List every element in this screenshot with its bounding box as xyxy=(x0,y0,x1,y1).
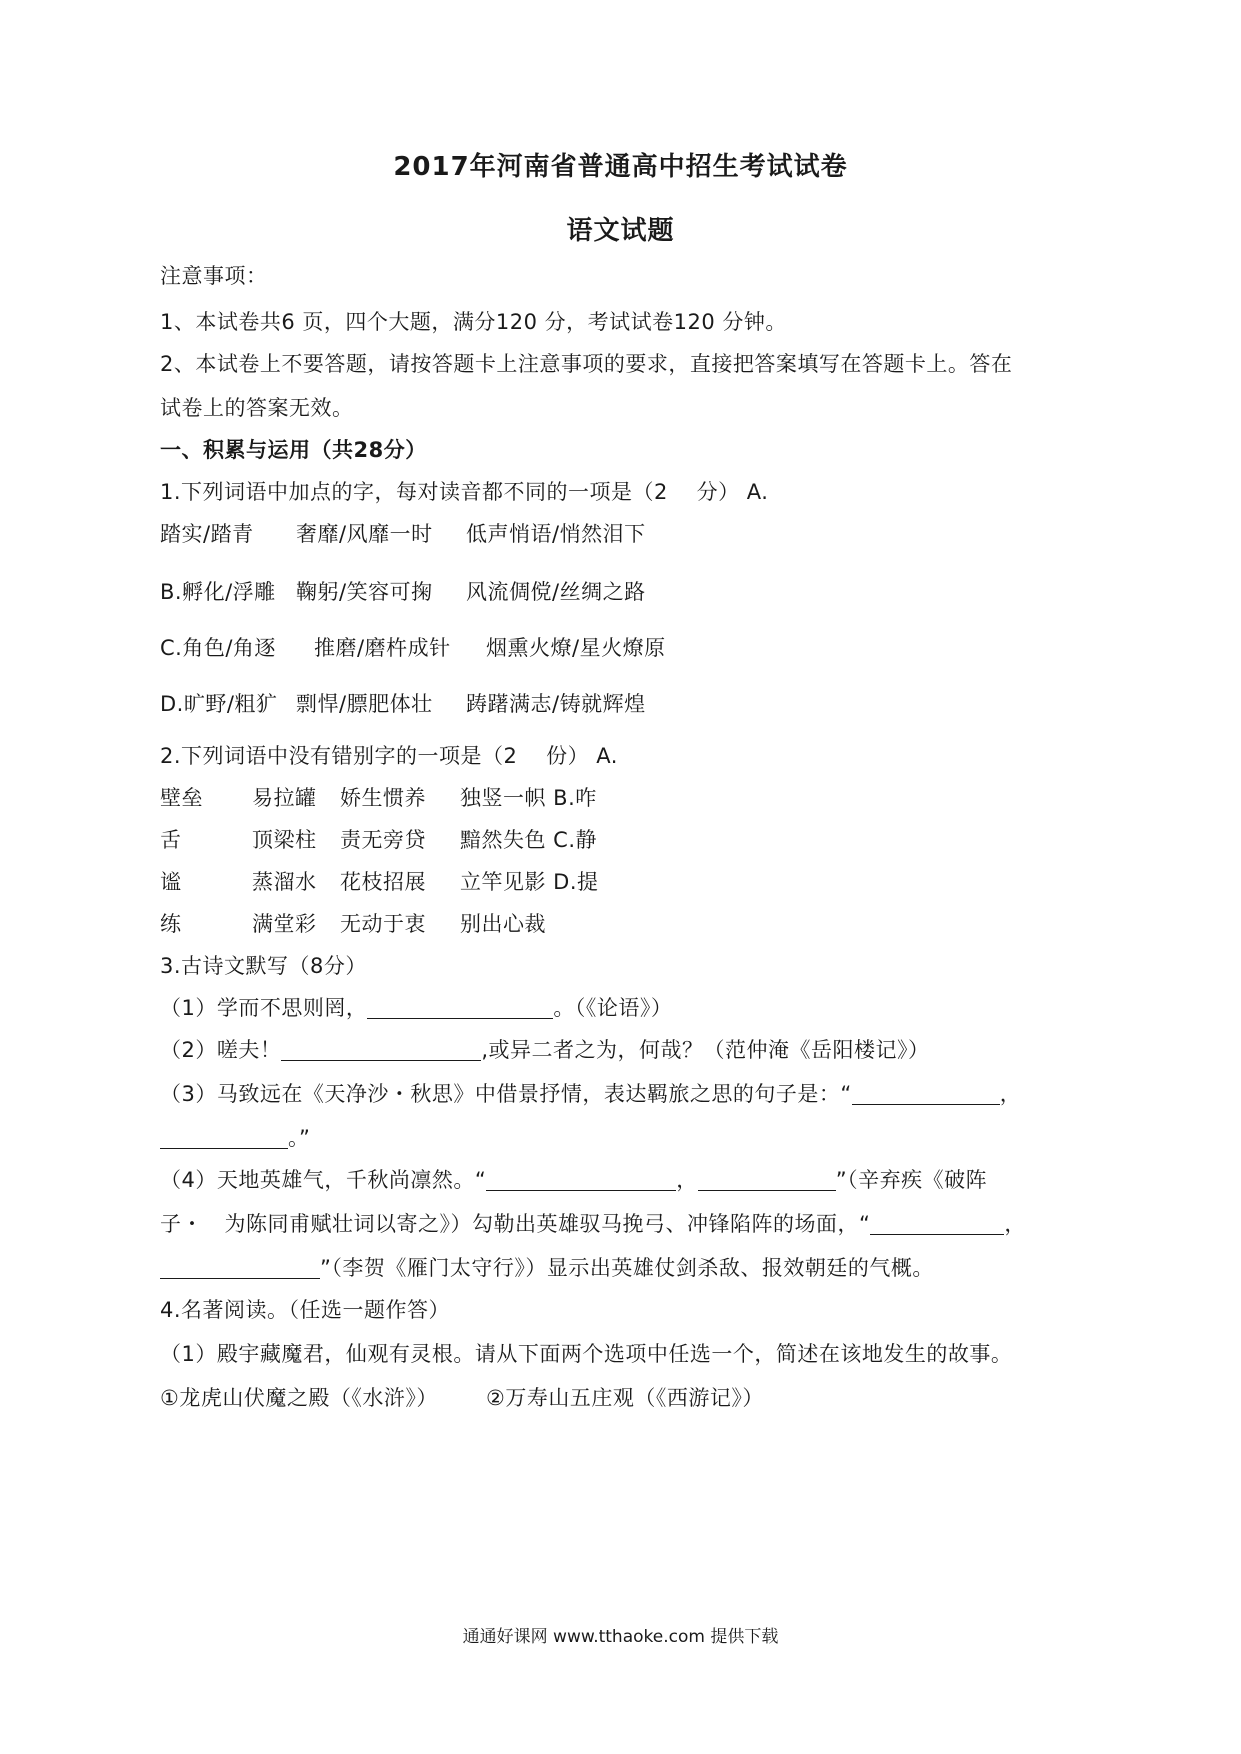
q2-row-1-col-1: 壁垒 xyxy=(160,786,203,810)
q3-4-answer-blank-3[interactable] xyxy=(870,1214,1004,1235)
q3-line-3 xyxy=(160,1080,1021,1108)
q3-4-comma-2: ， xyxy=(1004,1212,1026,1236)
q3-2-prompt: （2）嗟夫！ xyxy=(160,1038,282,1062)
q4-option-1: ①龙虎山伏魔之殿（《水浒》） xyxy=(160,1386,438,1410)
q2-row-3-col-4: 立竿见影 D.提 xyxy=(460,870,599,894)
q3-3-answer-blank-2[interactable] xyxy=(160,1128,288,1149)
q3-4-comma: ， xyxy=(676,1168,698,1192)
q2-row-3-col-3: 花枝招展 xyxy=(340,870,426,894)
q3-3-comma: ， xyxy=(999,1082,1022,1106)
q1-option-c-word-3: 烟熏火燎/星火燎原 xyxy=(486,636,666,660)
q3-1-answer-blank[interactable] xyxy=(367,998,553,1019)
q3-4-answer-blank-1[interactable] xyxy=(486,1170,676,1191)
q3-3-prompt: （3）马致远在《天净沙・秋思》中借景抒情，表达羁旅之思的句子是：“ xyxy=(160,1082,852,1106)
q3-4-prompt: （4）天地英雄气，千秋尚凛然。“ xyxy=(160,1168,487,1192)
q3-4-answer-blank-4[interactable] xyxy=(160,1258,320,1279)
q1-option-b-word-2: 鞠躬/笑容可掬 xyxy=(296,580,433,604)
q1-option-d-word-3: 踌躇满志/铸就辉煌 xyxy=(466,692,646,716)
page-footer: 通通好课网 www.tthaoke.com 提供下载 xyxy=(462,1627,779,1647)
note-1: 1、本试卷共6 页，四个大题，满分120 分，考试试卷120 分钟。 xyxy=(160,310,787,334)
note-2-line-2: 试卷上的答案无效。 xyxy=(160,396,354,420)
q2-stem: 2.下列词语中没有错别字的一项是（2 份） A. xyxy=(160,744,618,768)
q3-3-answer-blank-1[interactable] xyxy=(852,1084,1000,1105)
q3-stem: 3.古诗文默写（8分） xyxy=(160,954,367,978)
exam-subtitle: 语文试题 xyxy=(566,216,675,246)
q3-line-4-cont xyxy=(160,1210,1026,1238)
q2-row-3-col-2: 蒸溜水 xyxy=(252,870,317,894)
q3-3-end: 。” xyxy=(288,1126,311,1150)
q4-stem: 4.名著阅读。（任选一题作答） xyxy=(160,1298,451,1322)
q2-row-4-col-3: 无动于衷 xyxy=(340,912,426,936)
q1-option-a-word-2: 奢靡/风靡一时 xyxy=(296,522,433,546)
note-2-line-1: 2、本试卷上不要答题，请按答题卡上注意事项的要求，直接把答案填写在答题卡上。答在 xyxy=(160,352,1013,376)
q3-line-1 xyxy=(160,994,672,1022)
q4-option-2: ②万寿山五庄观（《西游记》） xyxy=(486,1386,764,1410)
q2-row-2-col-4: 黯然失色 C.静 xyxy=(460,828,598,852)
q1-option-b-word-1: B.孵化/浮雕 xyxy=(160,580,276,604)
exam-title: 2017年河南省普通高中招生考试试卷 xyxy=(393,152,848,182)
q1-stem: 1.下列词语中加点的字，每对读音都不同的一项是（2 分） A. xyxy=(160,480,769,504)
q2-row-1-col-4: 独竖一帜 B.咋 xyxy=(460,786,597,810)
q2-row-1-col-2: 易拉罐 xyxy=(252,786,317,810)
q3-line-2 xyxy=(160,1036,930,1064)
q1-option-d-word-1: D.旷野/粗犷 xyxy=(160,692,278,716)
q2-row-3-col-1: 谧 xyxy=(160,870,182,894)
q1-option-d-word-2: 剽悍/膘肥体壮 xyxy=(296,692,433,716)
q3-1-source: 。（《论语》） xyxy=(553,996,673,1020)
q2-row-1-col-3: 娇生惯养 xyxy=(340,786,426,810)
q3-4-answer-blank-2[interactable] xyxy=(698,1170,836,1191)
q2-row-2-col-3: 责无旁贷 xyxy=(340,828,426,852)
q1-option-a-word-3: 低声悄语/悄然泪下 xyxy=(466,522,646,546)
q3-line-3-cont xyxy=(160,1124,310,1152)
q3-4-context: 子・ 为陈同甫赋壮词以寄之》）勾勒出英雄驭马挽弓、冲锋陷阵的场面，“ xyxy=(160,1212,871,1236)
q1-option-a-word-1: 踏实/踏青 xyxy=(160,522,254,546)
q3-4-source-2: ”（李贺《雁门太守行》）显示出英雄仗剑杀敌、报效朝廷的气概。 xyxy=(320,1256,934,1280)
q2-row-4-col-4: 别出心裁 xyxy=(460,912,546,936)
notes-heading: 注意事项： xyxy=(160,264,268,288)
q1-option-c-word-2: 推磨/磨杵成针 xyxy=(314,636,451,660)
q4-1-prompt: （1）殿宇藏魔君，仙观有灵根。请从下面两个选项中任选一个，简述在该地发生的故事。 xyxy=(160,1342,1013,1366)
section-1-heading: 一、积累与运用（共28分） xyxy=(160,438,427,462)
q3-1-prompt: （1）学而不思则罔， xyxy=(160,996,368,1020)
q3-2-source: ,或异二者之为，何哉？（范仲淹《岳阳楼记》） xyxy=(481,1038,930,1062)
q2-row-2-col-1: 舌 xyxy=(160,828,182,852)
q2-row-4-col-1: 练 xyxy=(160,912,182,936)
q2-row-2-col-2: 顶梁柱 xyxy=(252,828,317,852)
q2-row-4-col-2: 满堂彩 xyxy=(252,912,317,936)
q3-line-4-cont-2 xyxy=(160,1254,934,1282)
q3-2-answer-blank[interactable] xyxy=(281,1040,481,1061)
q1-option-c-word-1: C.角色/角逐 xyxy=(160,636,276,660)
q3-4-source: ”（辛弃疾《破阵 xyxy=(835,1168,988,1192)
q1-option-b-word-3: 风流倜傥/丝绸之路 xyxy=(466,580,646,604)
q3-line-4 xyxy=(160,1166,987,1194)
